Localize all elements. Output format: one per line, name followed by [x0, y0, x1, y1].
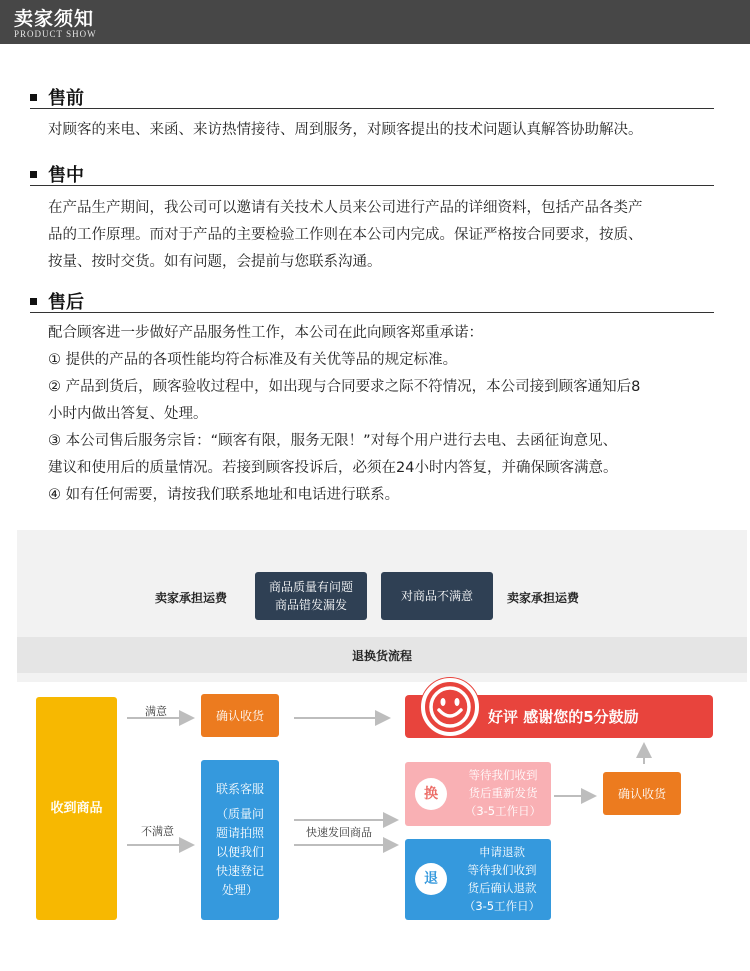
paragraph-line: ④ 如有任何需要，请按我们联系地址和电话进行联系。 [48, 487, 400, 503]
paragraph-line: 对顾客的来电、来函、来访热情接待、周到服务，对顾客提出的技术问题认真解答协助解决。 [48, 122, 643, 138]
not-satisfied-label: 不满意 [141, 825, 174, 838]
section-title: 售后 [48, 292, 84, 313]
confirm-receipt-box-2: 确认收货 [603, 772, 681, 815]
section-heading-insale [30, 162, 714, 186]
header-bar [0, 0, 750, 44]
section-body-presale [48, 117, 728, 144]
refund-char: 退 [424, 871, 438, 887]
section-heading-presale [30, 85, 714, 109]
square-bullet-icon [30, 298, 37, 305]
not-satisfied-box: 对商品不满意 [381, 572, 493, 620]
refund-line: 等待我们收到 [467, 863, 537, 877]
contact-service-line: （质量问 [215, 807, 264, 821]
flow-band-title: 退换货流程 [17, 637, 747, 673]
square-bullet-icon [30, 171, 37, 178]
exchange-line: 货后重新发货 [468, 786, 538, 800]
quality-issue-line: 商品质量有问题 [268, 580, 353, 594]
return-flow-chart [17, 530, 747, 942]
paragraph-line: 配合顾客进一步做好产品服务性工作，本公司在此向顾客郑重承诺： [48, 325, 483, 341]
paragraph-line: 建议和使用后的质量情况。若接到顾客投诉后，必须在24小时内答复，并确保顾客满意。 [48, 460, 618, 476]
paragraph-line: 在产品生产期间，我公司可以邀请有关技术人员来公司进行产品的详细资料，包括产品各类产 [48, 200, 643, 216]
paragraph-line: ② 产品到货后，顾客验收过程中，如出现与合同要求之际不符情况，本公司接到顾客通知后8 [48, 379, 641, 395]
satisfied-label: 满意 [145, 705, 167, 718]
seller-pays-left: 卖家承担运费 [155, 591, 228, 605]
exchange-box [405, 762, 551, 826]
exchange-line: （3-5工作日） [464, 804, 542, 818]
refund-badge-icon [415, 863, 447, 895]
refund-line: 申请退款 [479, 845, 525, 859]
header-subtitle: PRODUCT SHOW [14, 29, 97, 39]
square-bullet-icon [30, 94, 37, 101]
received-goods-box: 收到商品 [36, 697, 117, 920]
refund-line: 货后确认退款 [467, 881, 537, 895]
contact-service-line: 快速登记 [215, 864, 264, 878]
confirm-receipt-box: 确认收货 [201, 694, 279, 737]
smiley-icon [421, 678, 479, 736]
section-body-aftersale [48, 320, 728, 509]
refund-line: （3-5工作日） [463, 899, 541, 913]
paragraph-line: 按量、按时交货。如有问题，会提前与您联系沟通。 [48, 254, 382, 270]
contact-service-line: 题请拍照 [215, 826, 264, 840]
wrong-shipment-line: 商品错发漏发 [274, 598, 347, 612]
section-heading-aftersale [30, 289, 714, 313]
contact-service-line: 处理） [221, 883, 258, 897]
paragraph-line: 品的工作原理。而对于产品的主要检验工作则在本公司内完成。保证严格按合同要求，按质、 [48, 227, 643, 243]
section-body-insale [48, 195, 728, 276]
exchange-text [457, 766, 549, 820]
good-review-box: 好评 感谢您的5分鼓励 [405, 695, 713, 738]
refund-box [405, 839, 551, 920]
paragraph-line: ③ 本公司售后服务宗旨：“顾客有限，服务无限！”对每个用户进行去电、去函征询意见、 [48, 433, 618, 449]
paragraph-line: ① 提供的产品的各项性能均符合标准及有关优等品的规定标准。 [48, 352, 458, 368]
header-title: 卖家须知 [14, 8, 95, 30]
contact-service-line: 以便我们 [215, 845, 264, 859]
ship-back-label: 快速发回商品 [306, 826, 372, 839]
refund-text [453, 843, 551, 915]
section-title: 售中 [48, 165, 84, 186]
exchange-line: 等待我们收到 [468, 768, 538, 782]
paragraph-line: 小时内做出答复、处理。 [48, 406, 208, 422]
contact-service-box [201, 760, 279, 920]
section-title: 售前 [48, 88, 84, 109]
exchange-badge-icon [415, 778, 447, 810]
contact-service-title: 联系客服 [215, 782, 264, 796]
exchange-char: 换 [424, 786, 438, 802]
seller-pays-right: 卖家承担运费 [507, 591, 580, 605]
